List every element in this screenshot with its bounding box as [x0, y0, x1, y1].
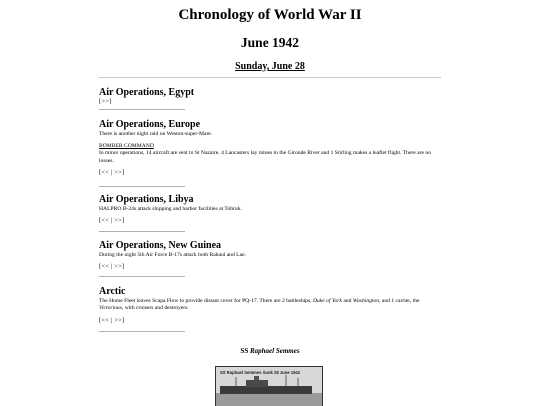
date-title: Sunday, June 28: [235, 61, 305, 72]
section-divider: [99, 331, 185, 332]
section-nav[interactable]: [<< | >>]: [99, 263, 125, 271]
section-nav[interactable]: [<< | >>]: [99, 217, 125, 225]
photo-inset-caption: SS Raphael Semmes Sunk 28 June 1942: [220, 370, 301, 375]
section-heading: Arctic: [99, 286, 126, 297]
section-heading: Air Operations, Europe: [99, 119, 201, 130]
section-nav[interactable]: [>>]: [99, 98, 112, 105]
section-text: HALPRO B-24s attack shipping and harbor facilities at Tobruk.: [99, 206, 242, 212]
section-divider: [99, 186, 185, 187]
header-divider: [99, 77, 441, 78]
section-divider: [99, 276, 185, 277]
section-heading: Air Operations, Libya: [99, 194, 194, 205]
ship-photo: [215, 366, 323, 406]
ship-name: Victorious: [99, 305, 122, 312]
section-divider: [99, 109, 185, 110]
section-arctic: [99, 286, 444, 325]
section-text: During the night 5th Air Force B-17s attack both Rabaul and Lae.: [99, 252, 246, 258]
section-text: There is another night raid on Weston-super-Mare.: [99, 131, 213, 137]
ship-name: Washington: [352, 298, 380, 304]
section-nav[interactable]: [<< | >>]: [99, 316, 125, 324]
section-air-operations-new-guinea: [99, 240, 444, 271]
section-air-operations-libya: [99, 194, 444, 225]
month-title: June 1942: [240, 35, 300, 50]
page-title: Chronology of World War II: [178, 7, 362, 23]
section-heading: Air Operations, New Guinea: [99, 240, 222, 251]
section-heading: Air Operations, Egypt: [99, 87, 195, 98]
section-text: The Home Fleet leaves Scapa Flow to provide distant cover for PQ-17. There are 2 battleships, Duke of York and Washington, and 1 carrier, the Victorious, with cruisers and destroyers.: [99, 298, 420, 312]
section-air-operations-egypt: [99, 87, 444, 106]
photo-caption: SS Raphael Semmes: [240, 347, 300, 355]
section-subtext: In minor operations, 14 aircraft are sent to St Nazaire, 4 Lancasters lay mines in the Gironde River and 1 Stirling makes a leaflet flight. There are no losses.: [99, 150, 431, 164]
section-nav[interactable]: [<< | >>]: [99, 169, 125, 177]
section-air-operations-europe: [99, 119, 444, 177]
section-divider: [99, 231, 185, 232]
bomber-command-link[interactable]: BOMBER COMMAND: [99, 143, 154, 150]
ship-name: Duke of York: [312, 298, 342, 304]
